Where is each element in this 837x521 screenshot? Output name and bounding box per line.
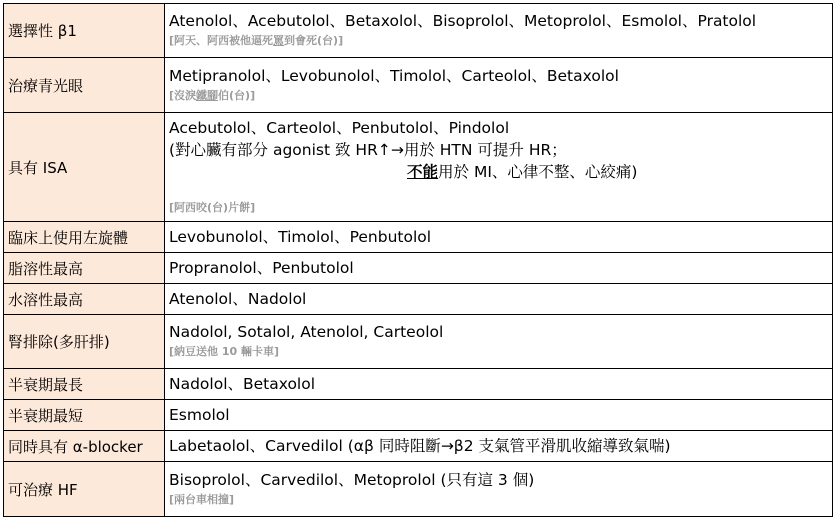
mnemonic: [納豆送他 10 輛卡車] [169,345,280,358]
row-label: 脂溶性最高 [4,253,165,284]
table-row [4,315,833,369]
table-row [4,58,833,113]
mnemonic: [兩台車相撞] [169,492,235,506]
row-label: 腎排除(多肝排) [4,315,165,369]
row-label: 水溶性最高 [4,284,165,315]
row-label: 具有 ISA [4,113,165,222]
drug-list: Nadolol、Betaxolol [169,375,316,393]
row-label: 半衰期最短 [4,400,165,431]
row-label: 選擇性 β1 [4,4,165,58]
row-content [165,369,833,400]
row-content [165,4,833,58]
table-row [4,462,833,517]
row-label: 可治療 HF [4,462,165,517]
row-content [165,400,833,431]
row-content [165,462,833,517]
drug-list: Esmolol [169,406,230,424]
row-label: 臨床上使用左旋體 [4,222,165,253]
row-content [165,113,833,222]
mnemonic: [阿西咬(台)片餅] [169,200,256,214]
drug-list: Nadolol, Sotalol, Atenolol, Carteolol [169,323,444,341]
table-row [4,400,833,431]
table-row [4,4,833,58]
table-row [4,431,833,462]
mnemonic: [阿天、阿西被他逼死罵到會死(台)] [169,34,344,47]
row-label: 半衰期最長 [4,369,165,400]
table-row [4,222,833,253]
row-label: 同時具有 α-blocker [4,431,165,462]
drug-list: Acebutolol、Carteolol、Penbutolol、Pindolol [169,118,510,137]
drug-list: Propranolol、Penbutolol [169,259,354,277]
row-content [165,431,833,462]
drug-list: Levobunolol、Timolol、Penbutolol [169,228,432,246]
table-row [4,253,833,284]
emphasis-text: 不能 [407,162,439,181]
row-content [165,284,833,315]
row-content [165,58,833,113]
row-content [165,315,833,369]
mnemonic: [沒淚鐵腳伯(台)] [169,88,256,102]
drug-list: Atenolol、Acebutolol、Betaxolol、Bisoprolol、Metoprolol、Esmolol、Pratolol [169,12,757,30]
note-line: (對心臟有部分 agonist 致 HR↑→用於 HTN 可提升 HR； [169,140,567,159]
table-row [4,369,833,400]
drug-list: Metipranolol、Levobunolol、Timolol、Carteolol、Betaxolol [169,66,619,85]
row-content [165,222,833,253]
table-row [4,284,833,315]
drug-list: Bisoprolol、Carvedilol、Metoprolol (只有這 3 個) [169,470,535,489]
drug-list: Labetaolol、Carvedilol (αβ 同時阻斷→β2 支氣管平滑肌收縮導致氣喘) [169,437,671,455]
beta-blocker-table [3,3,833,517]
note-line: 不能用於 MI、心律不整、心絞痛) [407,162,638,181]
row-content [165,253,833,284]
row-label: 治療青光眼 [4,58,165,113]
drug-list: Atenolol、Nadolol [169,290,307,308]
table-row [4,113,833,222]
